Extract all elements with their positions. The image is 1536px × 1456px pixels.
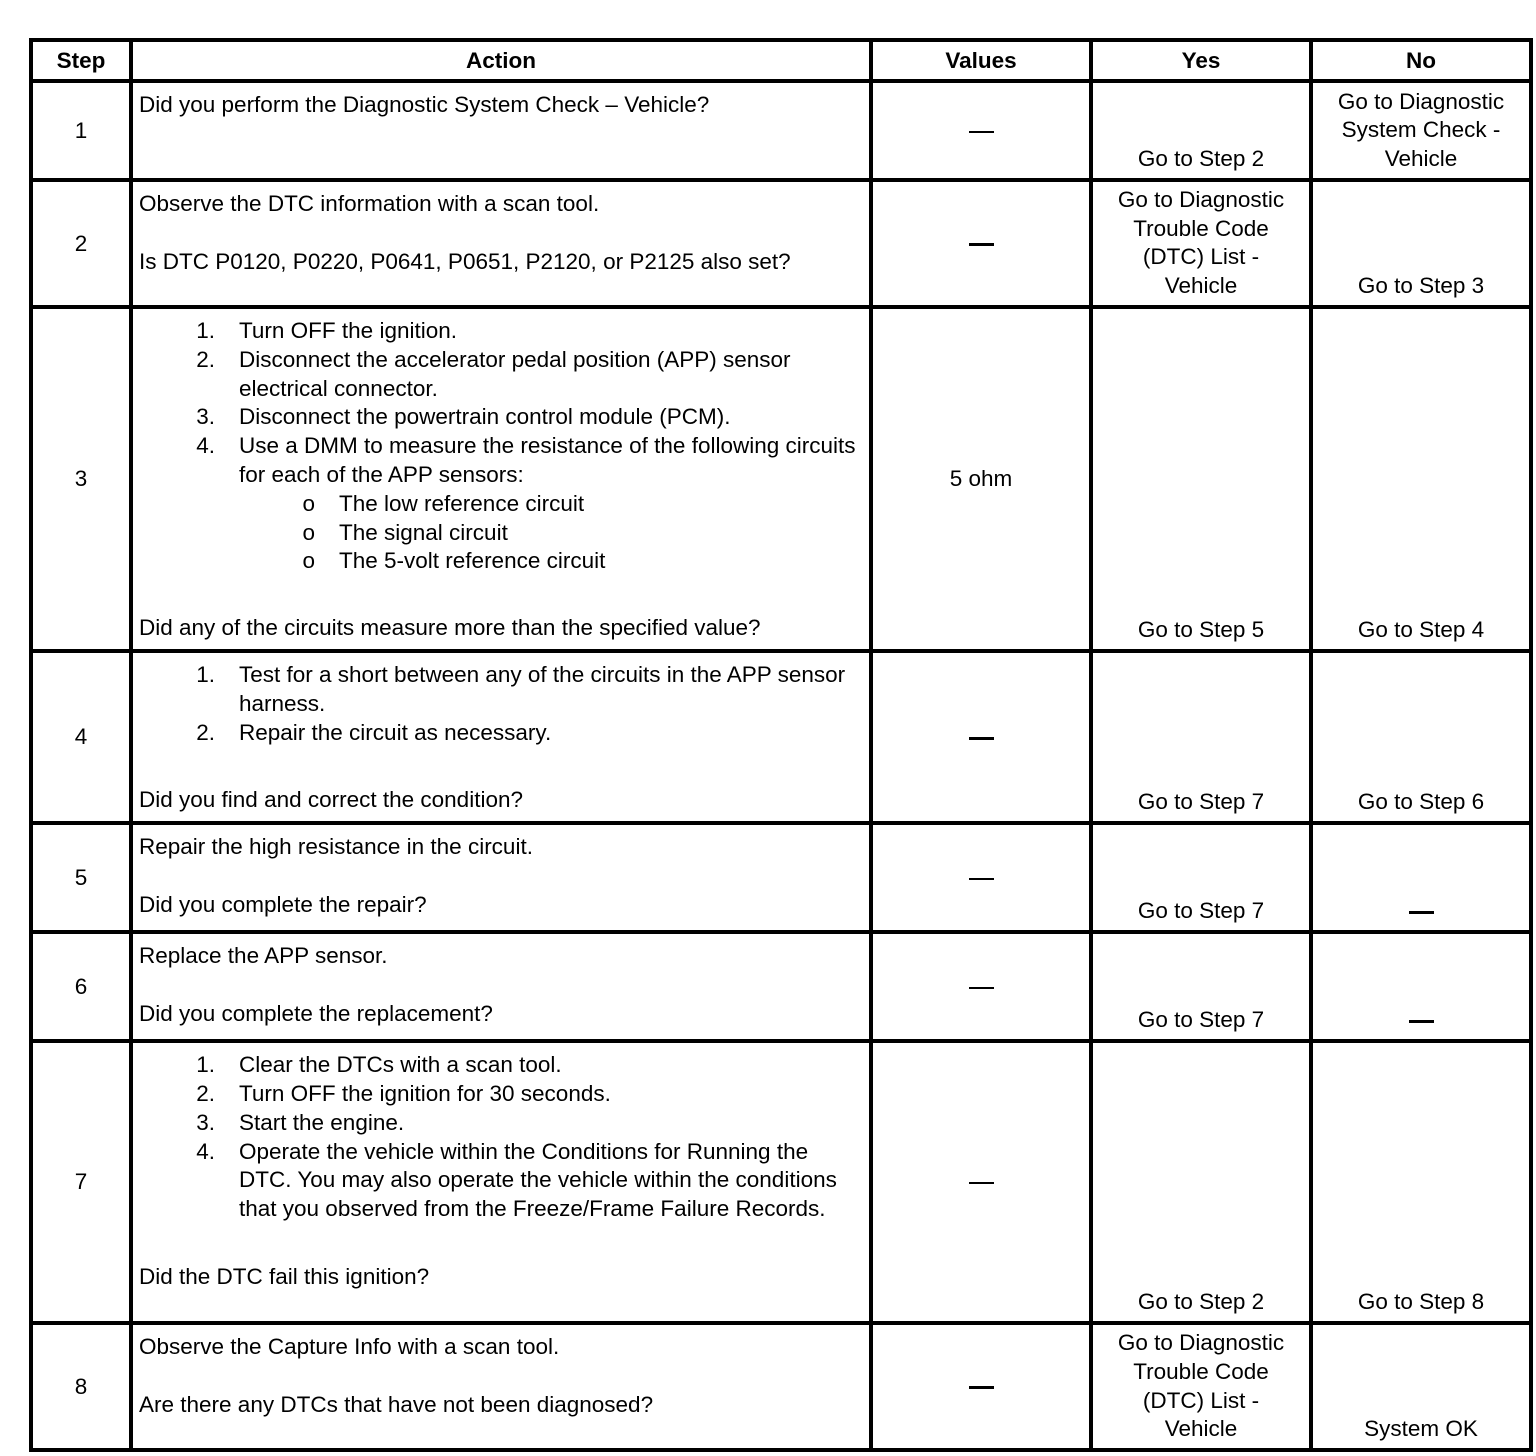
no-text xyxy=(1313,788,1529,821)
no-cell xyxy=(1311,1041,1531,1323)
bullet-text: The 5-volt reference circuit xyxy=(339,548,606,574)
yes-text xyxy=(1093,1006,1309,1039)
diagnostic-table xyxy=(29,38,1533,1452)
action-line: Repair the high resistance in the circuit. xyxy=(139,834,533,860)
yes-line: Go to Step 5 xyxy=(1137,617,1265,643)
item-text: Use a DMM to measure the resistance of the following circuits for each of the APP sensors: xyxy=(239,433,856,487)
yes-line: Trouble Code xyxy=(1133,215,1269,241)
no-line: System OK xyxy=(1364,1416,1478,1442)
item-text: Start the engine. xyxy=(239,1109,405,1135)
item-number: 1. xyxy=(196,1052,215,1078)
header-values: Values xyxy=(871,40,1091,81)
yes-cell xyxy=(1091,1323,1311,1450)
action-content xyxy=(133,182,869,282)
no-cell xyxy=(1311,823,1531,932)
no-text xyxy=(1313,272,1529,305)
no-line: Go to Step 4 xyxy=(1357,617,1485,643)
bullet-item xyxy=(139,519,863,548)
action-content xyxy=(133,1043,869,1298)
step-cell: 3 xyxy=(31,307,131,651)
numbered-item xyxy=(139,719,863,748)
header-yes: Yes xyxy=(1091,40,1311,81)
item-number: 4. xyxy=(196,433,215,459)
action-cell xyxy=(131,823,871,932)
no-text xyxy=(1313,88,1529,178)
yes-cell xyxy=(1091,180,1311,307)
action-cell xyxy=(131,307,871,651)
bullet-icon: o xyxy=(302,519,315,545)
bullet-item xyxy=(139,490,863,519)
numbered-item xyxy=(139,661,863,719)
item-number: 1. xyxy=(196,661,215,687)
yes-cell xyxy=(1091,81,1311,180)
yes-text xyxy=(1093,1288,1309,1321)
em-dash xyxy=(969,987,994,989)
yes-line: Go to Step 7 xyxy=(1137,1007,1265,1033)
em-dash xyxy=(969,878,994,880)
spacer xyxy=(139,576,863,614)
em-dash xyxy=(1409,1020,1434,1023)
values-cell xyxy=(871,1041,1091,1323)
spacer xyxy=(139,862,863,891)
step-cell: 1 xyxy=(31,81,131,180)
yes-line: Go to Step 2 xyxy=(1137,146,1265,172)
action-cell xyxy=(131,180,871,307)
yes-cell xyxy=(1091,651,1311,823)
numbered-item xyxy=(139,317,863,346)
yes-text xyxy=(1093,145,1309,178)
table-row xyxy=(31,307,1531,651)
action-content xyxy=(133,1325,869,1425)
action-cell xyxy=(131,81,871,180)
action-question: Did the DTC fail this ignition? xyxy=(139,1263,430,1289)
no-text xyxy=(1313,897,1529,930)
yes-text xyxy=(1093,186,1309,305)
values-cell xyxy=(871,1323,1091,1450)
spacer xyxy=(139,1362,863,1391)
no-cell xyxy=(1311,1323,1531,1450)
values-cell xyxy=(871,651,1091,823)
action-content xyxy=(133,653,869,821)
em-dash xyxy=(969,131,994,133)
bullet-item xyxy=(139,547,863,576)
yes-text xyxy=(1093,616,1309,649)
action-content xyxy=(133,309,869,649)
table-body xyxy=(31,81,1531,1450)
item-number: 3. xyxy=(196,404,215,430)
table-row xyxy=(31,823,1531,932)
item-text: Operate the vehicle within the Conditions for Running the DTC. You may also operate the vehicle within the conditions that you observed from the Freeze/Frame Failure Records. xyxy=(239,1138,837,1222)
action-question: Did you complete the replacement? xyxy=(139,1000,493,1026)
action-question: Are there any DTCs that have not been diagnosed? xyxy=(139,1391,654,1417)
spacer xyxy=(139,747,863,786)
values-cell xyxy=(871,823,1091,932)
table-row xyxy=(31,1041,1531,1323)
step-cell: 4 xyxy=(31,651,131,823)
item-text: Disconnect the powertrain control module (PCM). xyxy=(239,404,731,430)
values-cell xyxy=(871,81,1091,180)
item-number: 1. xyxy=(196,318,215,343)
values-cell xyxy=(871,180,1091,307)
item-number: 3. xyxy=(196,1109,215,1135)
action-line: Replace the APP sensor. xyxy=(139,943,388,969)
yes-line: Go to Diagnostic xyxy=(1117,1329,1285,1355)
item-number: 2. xyxy=(196,346,215,372)
em-dash xyxy=(969,1182,994,1184)
em-dash xyxy=(969,737,994,740)
bullet-icon: o xyxy=(302,490,315,516)
no-line: Go to Step 8 xyxy=(1357,1289,1485,1315)
numbered-item xyxy=(139,1051,863,1080)
action-content xyxy=(133,825,869,925)
yes-line: Vehicle xyxy=(1164,273,1238,299)
table-row xyxy=(31,180,1531,307)
numbered-item xyxy=(139,1138,863,1224)
table-row xyxy=(31,1323,1531,1450)
action-cell xyxy=(131,1323,871,1450)
action-question: Did you find and correct the condition? xyxy=(139,787,523,813)
action-content xyxy=(133,934,869,1034)
no-text xyxy=(1313,1415,1529,1448)
em-dash xyxy=(969,1386,994,1389)
yes-cell xyxy=(1091,932,1311,1041)
item-text: Turn OFF the ignition. xyxy=(239,318,458,343)
item-text: Disconnect the accelerator pedal position (APP) sensor electrical connector. xyxy=(239,346,791,401)
header-no: No xyxy=(1311,40,1531,81)
yes-line: Trouble Code xyxy=(1133,1358,1269,1384)
yes-cell xyxy=(1091,1041,1311,1323)
header-step: Step xyxy=(31,40,131,81)
no-line: Vehicle xyxy=(1384,146,1458,172)
action-content xyxy=(133,83,869,126)
bullet-text: The low reference circuit xyxy=(339,490,585,516)
action-question: Did you complete the repair? xyxy=(139,891,427,917)
step-cell: 5 xyxy=(31,823,131,932)
values-cell xyxy=(871,932,1091,1041)
no-cell xyxy=(1311,81,1531,180)
item-text: Turn OFF the ignition for 30 seconds. xyxy=(239,1080,611,1106)
item-text: Test for a short between any of the circuits in the APP sensor harness. xyxy=(239,661,846,716)
spacer xyxy=(139,971,863,1000)
yes-line: Go to Diagnostic xyxy=(1117,186,1285,212)
table-row xyxy=(31,81,1531,180)
table-row xyxy=(31,932,1531,1041)
no-cell xyxy=(1311,651,1531,823)
action-line: Observe the DTC information with a scan tool. xyxy=(139,191,600,216)
no-cell xyxy=(1311,932,1531,1041)
action-question: Is DTC P0120, P0220, P0641, P0651, P2120, or P2125 also set? xyxy=(139,248,791,274)
value-text: 5 ohm xyxy=(949,465,1013,491)
yes-text xyxy=(1093,788,1309,821)
spacer xyxy=(139,219,863,248)
yes-cell xyxy=(1091,823,1311,932)
step-cell: 2 xyxy=(31,180,131,307)
no-line: Go to Step 6 xyxy=(1357,789,1485,815)
yes-text xyxy=(1093,897,1309,930)
bullet-icon: o xyxy=(302,548,315,574)
no-line: Go to Diagnostic xyxy=(1337,88,1505,114)
no-text xyxy=(1313,616,1529,649)
step-cell: 6 xyxy=(31,932,131,1041)
no-cell xyxy=(1311,307,1531,651)
item-number: 2. xyxy=(196,719,215,745)
action-cell xyxy=(131,651,871,823)
item-text: Repair the circuit as necessary. xyxy=(239,719,552,745)
yes-line: (DTC) List - xyxy=(1142,1387,1260,1413)
item-text: Clear the DTCs with a scan tool. xyxy=(239,1052,562,1078)
yes-line: Go to Step 7 xyxy=(1137,789,1265,815)
item-number: 4. xyxy=(196,1138,215,1164)
table-row xyxy=(31,651,1531,823)
yes-cell xyxy=(1091,307,1311,651)
no-line: Go to Step 3 xyxy=(1357,273,1485,299)
yes-line: Go to Step 7 xyxy=(1137,898,1265,924)
step-cell: 7 xyxy=(31,1041,131,1323)
yes-line: Vehicle xyxy=(1164,1416,1238,1442)
numbered-item xyxy=(139,1109,863,1138)
numbered-item xyxy=(139,1080,863,1109)
numbered-item xyxy=(139,346,863,404)
numbered-item xyxy=(139,403,863,432)
step-cell: 8 xyxy=(31,1323,131,1450)
action-line: Observe the Capture Info with a scan tool. xyxy=(139,1334,560,1360)
yes-line: (DTC) List - xyxy=(1142,244,1260,270)
em-dash xyxy=(969,243,994,246)
action-line: Did you perform the Diagnostic System Check – Vehicle? xyxy=(139,92,710,117)
item-number: 2. xyxy=(196,1080,215,1106)
action-cell xyxy=(131,932,871,1041)
header-row xyxy=(31,40,1531,81)
no-cell xyxy=(1311,180,1531,307)
spacer xyxy=(139,1224,863,1263)
action-question: Did any of the circuits measure more than the specified value? xyxy=(139,615,761,641)
no-text xyxy=(1313,1288,1529,1321)
bullet-text: The signal circuit xyxy=(339,519,508,545)
yes-text xyxy=(1093,1329,1309,1448)
numbered-item xyxy=(139,432,863,490)
no-line: System Check - xyxy=(1341,117,1501,143)
yes-line: Go to Step 2 xyxy=(1137,1289,1265,1315)
em-dash xyxy=(1409,911,1434,914)
no-text xyxy=(1313,1006,1529,1039)
header-action: Action xyxy=(131,40,871,81)
values-cell xyxy=(871,307,1091,651)
action-cell xyxy=(131,1041,871,1323)
